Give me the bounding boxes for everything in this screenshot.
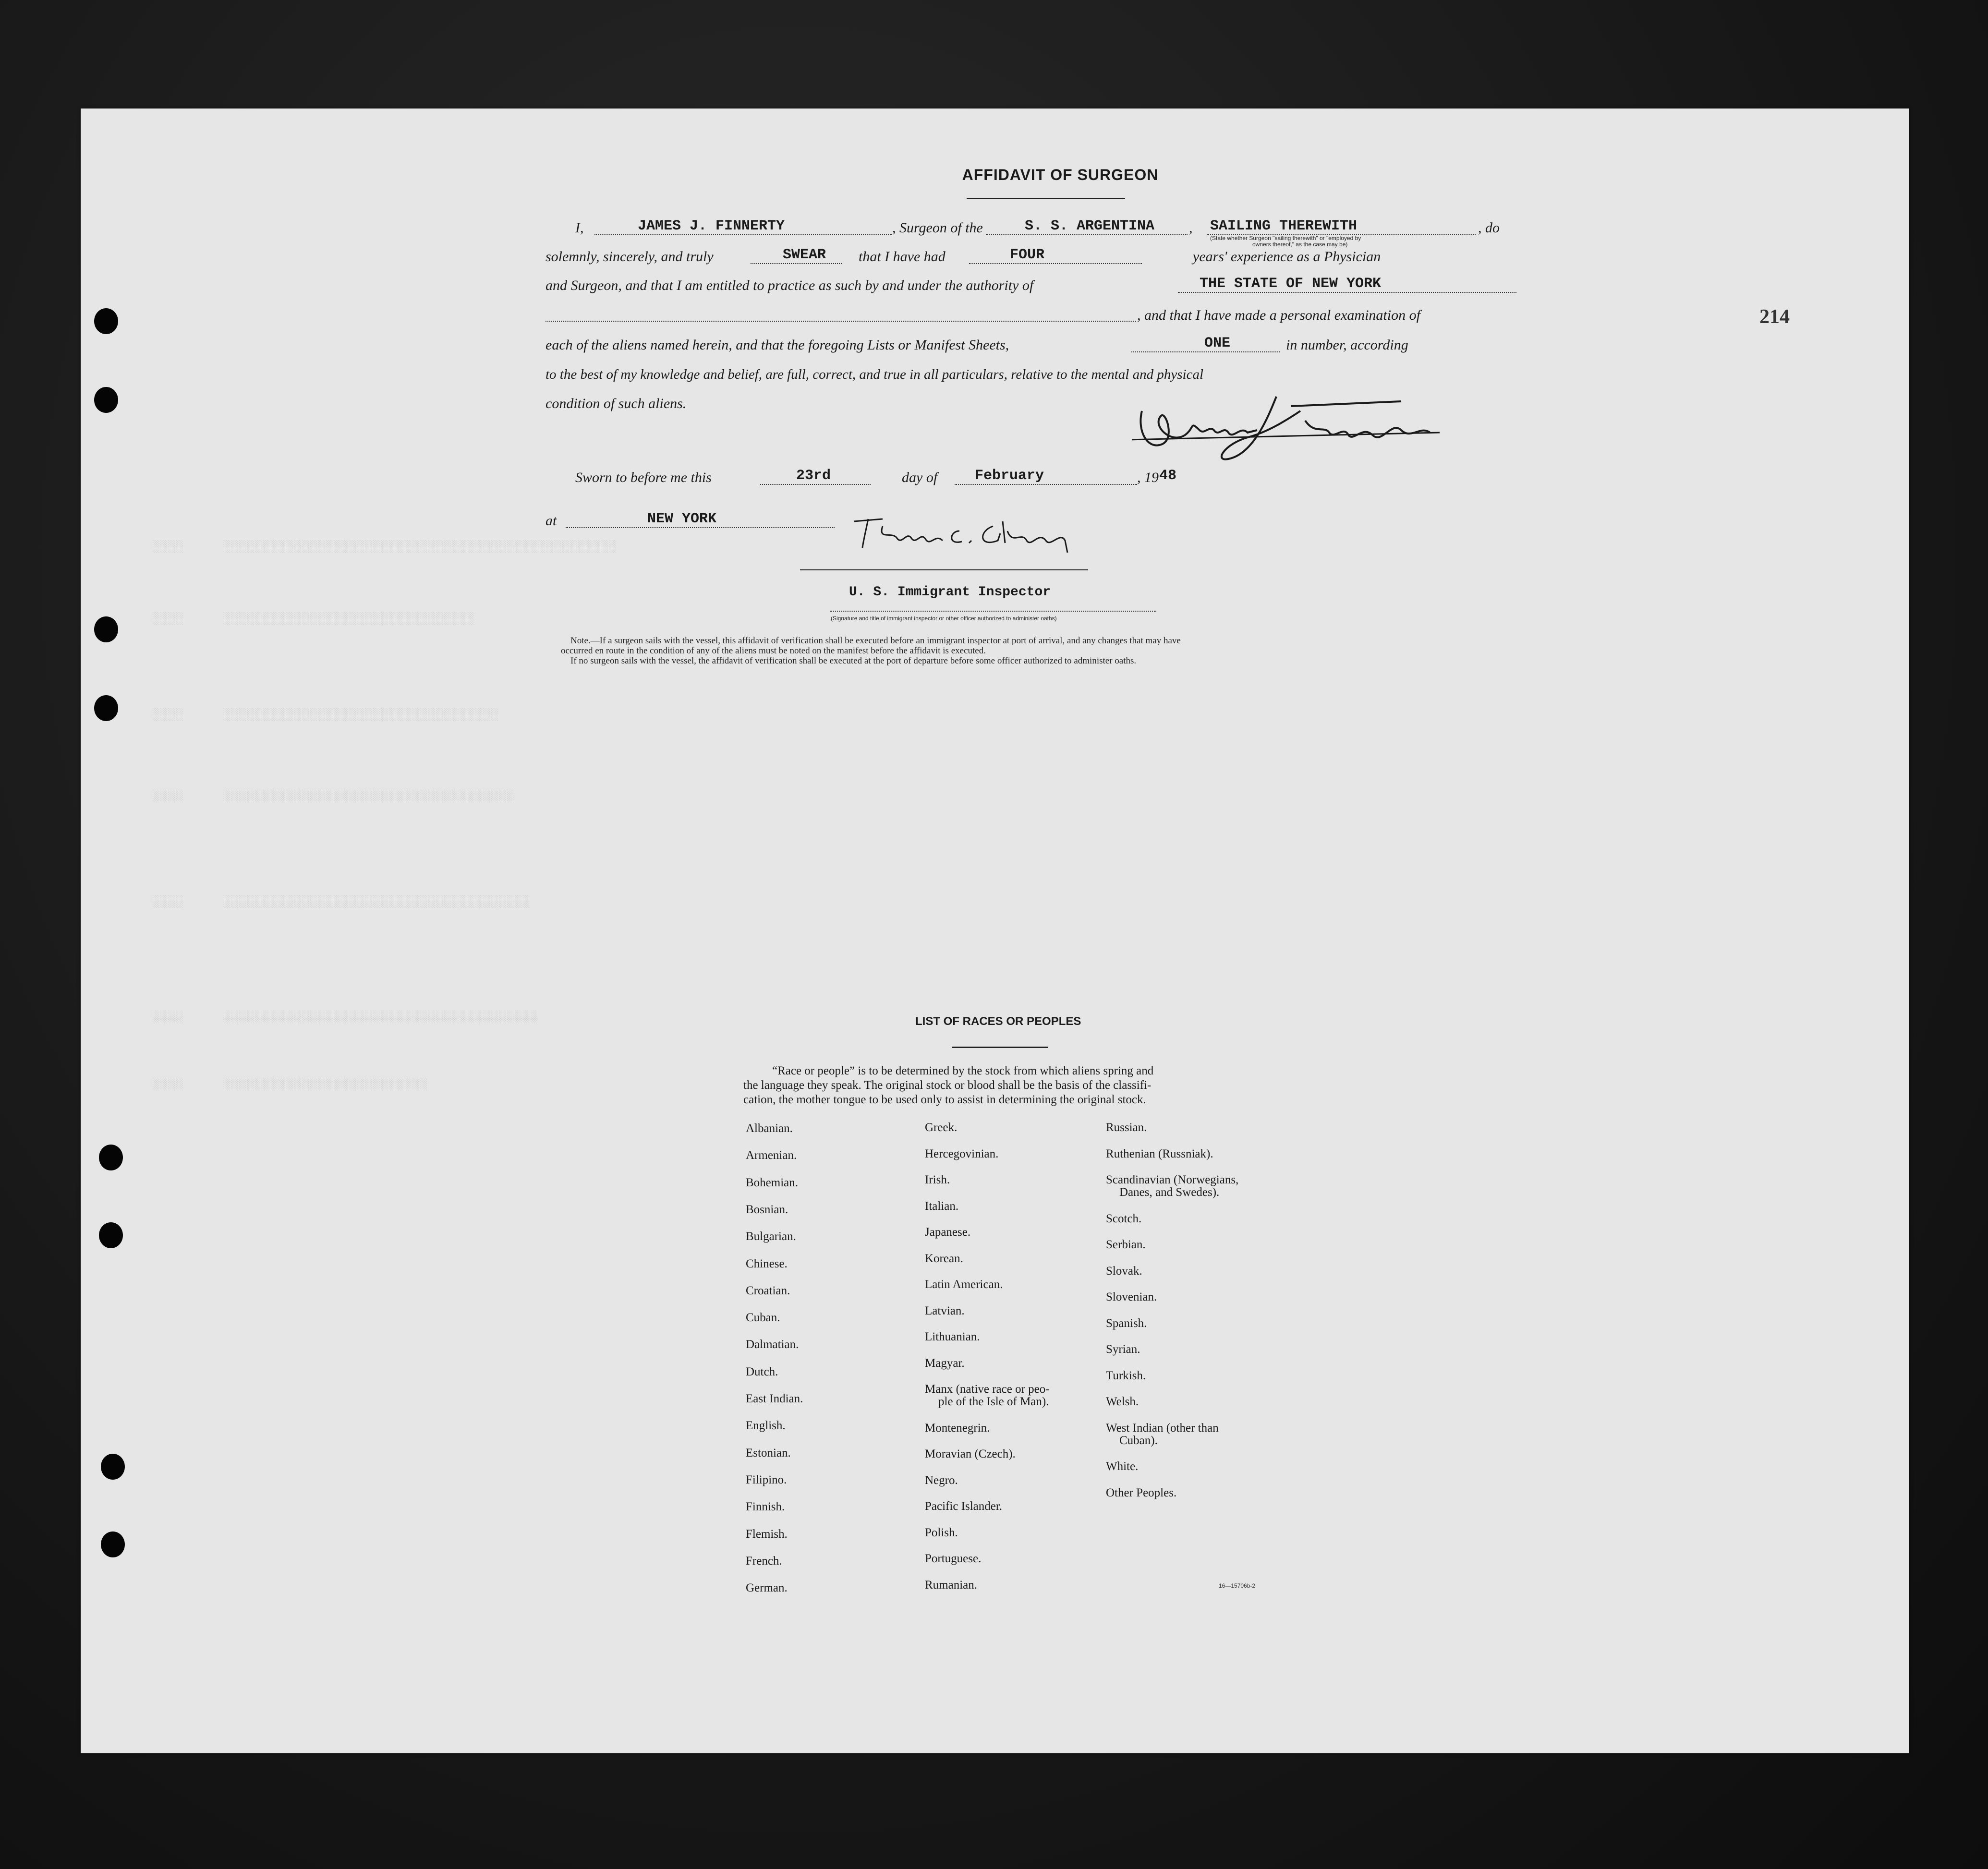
inspector-caption: (Signature and title of immigrant inspector or other officer authorized to administer oaths) — [831, 615, 1057, 622]
years-experience-label: years' experience as a Physician — [1193, 249, 1381, 265]
surgeon-name: JAMES J. FINNERTY — [638, 218, 785, 234]
race-item: Chinese. — [746, 1257, 788, 1270]
punch-hole — [94, 695, 118, 721]
race-item: Syrian. — [1106, 1343, 1140, 1356]
race-item: Latvian. — [925, 1304, 965, 1317]
race-item: Bosnian. — [746, 1203, 788, 1216]
day-of-label: day of — [902, 470, 938, 485]
race-item: Dalmatian. — [746, 1338, 799, 1351]
personal-exam-label: , and that I have made a personal examination of — [1137, 307, 1420, 323]
race-item: Filipino. — [746, 1473, 787, 1486]
race-item: Rumanian. — [925, 1579, 978, 1592]
race-item: Other Peoples. — [1106, 1486, 1177, 1499]
day-blank — [760, 484, 871, 485]
races-intro-1: “Race or people” is to be determined by the stock from which aliens spring and — [772, 1064, 1154, 1077]
name-blank — [594, 234, 892, 235]
punch-hole — [99, 1222, 123, 1248]
race-item: Spanish. — [1106, 1317, 1147, 1330]
race-item: Estonian. — [746, 1447, 791, 1459]
in-number-label: in number, according — [1286, 337, 1408, 353]
race-item: East Indian. — [746, 1392, 803, 1405]
sailing-note-1: (State whether Surgeon "sailing therewith" or "employed by — [1210, 235, 1361, 241]
sheets-blank — [1131, 351, 1280, 352]
punch-hole — [101, 1531, 125, 1557]
year-prefix: , 19 — [1137, 470, 1159, 485]
inspector-signature — [849, 512, 1079, 555]
race-item: Russian. — [1106, 1121, 1147, 1134]
punch-hole — [94, 387, 118, 413]
race-item: Croatian. — [746, 1284, 790, 1297]
race-item: White. — [1106, 1460, 1139, 1473]
race-item: Negro. — [925, 1474, 958, 1487]
races-title: LIST OF RACES OR PEOPLES — [915, 1015, 1081, 1028]
race-item: French. — [746, 1555, 782, 1568]
surgeon-of-the-label: , Surgeon of the — [892, 220, 983, 236]
race-item: Cuban). — [1119, 1434, 1158, 1447]
race-item: Magyar. — [925, 1357, 965, 1370]
authority: THE STATE OF NEW YORK — [1200, 276, 1382, 292]
note-line-1: Note.—If a surgeon sails with the vessel, this affidavit of verification shall be executed before an immigrant inspector at port of arrival, and any changes that may have — [570, 636, 1181, 646]
race-item: Portuguese. — [925, 1552, 982, 1565]
race-item: German. — [746, 1581, 788, 1594]
races-rule — [952, 1047, 1048, 1048]
each-alien-label: each of the aliens named herein, and that the foregoing Lists or Manifest Sheets, — [545, 337, 1009, 353]
race-item: Latin American. — [925, 1278, 1003, 1291]
punch-hole — [94, 308, 118, 334]
comma: , — [1189, 220, 1193, 236]
sheets-count: ONE — [1204, 335, 1231, 351]
race-item: Albanian. — [746, 1122, 793, 1135]
race-item: Lithuanian. — [925, 1330, 980, 1343]
year-suffix: 48 — [1159, 468, 1177, 484]
note-line-2: occurred en route in the condition of any of the aliens must be noted on the manifest before the affidavit is executed. — [561, 646, 986, 656]
at-label: at — [545, 513, 557, 529]
authority-blank — [1178, 292, 1516, 293]
race-item: Danes, and Swedes). — [1119, 1186, 1220, 1199]
month-blank — [955, 484, 1137, 485]
oath-blank — [751, 263, 842, 264]
race-item: Flemish. — [746, 1528, 788, 1541]
race-item: Bulgarian. — [746, 1230, 796, 1243]
sworn-label: Sworn to before me this — [575, 470, 712, 485]
race-item: Italian. — [925, 1200, 959, 1213]
race-item: West Indian (other than — [1106, 1422, 1219, 1435]
race-item: Greek. — [925, 1121, 958, 1134]
punch-hole — [94, 616, 118, 642]
race-item: Manx (native race or peo- — [925, 1383, 1050, 1396]
race-item: Slovenian. — [1106, 1290, 1157, 1303]
race-item: Japanese. — [925, 1226, 971, 1239]
race-item: Dutch. — [746, 1365, 778, 1378]
race-item: ple of the Isle of Man). — [938, 1395, 1049, 1408]
race-item: Cuban. — [746, 1311, 780, 1324]
i-have-had-label: that I have had — [859, 249, 946, 265]
oath: SWEAR — [783, 247, 826, 263]
races-intro-2: the language they speak. The original stock or blood shall be the basis of the classifi- — [743, 1079, 1152, 1092]
race-item: Welsh. — [1106, 1395, 1139, 1408]
race-item: Finnish. — [746, 1500, 785, 1513]
and-surgeon-label: and Surgeon, and that I am entitled to practice as such by and under the authority of — [545, 277, 1034, 293]
inspector-rule — [800, 569, 1088, 570]
vessel-name: S. S. ARGENTINA — [1025, 218, 1155, 234]
race-item: Ruthenian (Russniak). — [1106, 1147, 1213, 1160]
race-item: Hercegovinian. — [925, 1147, 999, 1160]
race-item: Armenian. — [746, 1149, 797, 1162]
manifest-sheet: ░░░░ ░░░░░░░░░░░░░░░░░░░░░░░░░░░░░░░░░░░░░░░░░░░░░░░░░░ ░░░░ ░░░░░░░░░░░░░░░░░░░░░░░░░░░░░░░░ ░░░░ ░░░░░░░░░░░░░░░░░░░░░░░░░░░░░░░░░░░ ░░░░ ░░░░░░░░░░░░░░░░░░░░░░░░░░░░░░░░░░░░░ ░░░░ ░░░░░░░░░░░░░░░░░░░░░░░░░░░░░░░░░░░░░░░ ░░░░ ░░░░░░░░░░░░░░░░░░░░░░░░░░░░░░░░░░░░░░░░ ░░░░ ░░░░░░░░░░░░░░░░░░░░░░░░░░ AFFIDAVIT OF SURGEON I, JAMES J. FINNERTY , Surgeon of the S. S. ARGENTINA , SAILING THEREWITH (State whether Surgeon "sailing therewith" or "employed by owners thereof," as the case may be) , do solemnly, sincerely, and truly SWEAR that I have had FOUR years' experience as a Physician and Surgeon, and that I am entitled to practice as such by and under the authority of THE STATE OF NEW YORK , and that I have made a personal examination of each of the aliens named herein, and that the foregoing Lists or Manifest Sheets, ONE in number, according to the best of my knowledge and belief, are full, correct, and true in all particulars, relative to the mental and physical condition of such aliens. Sworn to before me this 23rd day of February , 19 48 at NEW YORK U. S. Immigrant Inspector (Signature and title of immigrant inspector or other officer authorized to administer oaths) Note.—If a surgeon sails with the vessel, this affidavit of verification shall be executed before an immigrant inspector at port of arrival, and any changes that may have occurred en route in the condition of any of the aliens must be noted on the manifest before the affidavit is executed. If no surgeon sails with the vessel, the affidavit of verification shall be executed at the port of departure before some officer authorized to administer oaths. 214 LIST OF RACES OR PEOPLES “Race or people” is to be determined by the stock from which aliens spring and the language they speak. The original stock or blood shall be the basis of the classifi- cation, the mother tongue to be used only to assist in determining the original stock. Albanian. Armenian. Bohemian. Bosnian. Bulgarian. Chinese. Croatian. Cuban. Dalmatian. Dutch. East Indian. English. Estonian. Filipino. Finnish. Flemish. French. German. Greek. Hercegovinian. Irish. Italian. Japanese. Korean. Latin American. Latvian. Lithuanian. Magyar. Manx (native race or peo- ple of the Isle of Man). Montenegrin. Moravian (Czech). Negro. Pacific Islander. Polish. Portuguese. Rumanian. Russian. Ruthenian (Russniak). Scandinavian (Norwegians, Danes, and Swedes). Scotch. Serbian. Slovak. Slovenian. Spanish. Syrian. Turkish. Welsh. West Indian (other than Cuban). White. Other Peoples. 16—15706b-2 — [81, 109, 1909, 1753]
vessel-blank — [986, 234, 1188, 235]
race-item: Irish. — [925, 1173, 950, 1186]
month: February — [975, 468, 1044, 484]
years-blank — [969, 263, 1142, 264]
form-number: 16—15706b-2 — [1219, 1582, 1256, 1589]
affidavit-title: AFFIDAVIT OF SURGEON — [962, 166, 1159, 183]
race-item: Slovak. — [1106, 1265, 1142, 1278]
race-item: Turkish. — [1106, 1369, 1146, 1382]
pronoun: I, — [575, 220, 584, 236]
surgeon-signature — [1132, 392, 1440, 464]
inspector-title: U. S. Immigrant Inspector — [849, 585, 1051, 600]
note-line-3: If no surgeon sails with the vessel, the affidavit of verification shall be executed at the port of departure before some officer authorized to administer oaths. — [570, 656, 1137, 666]
authority-blank-cont — [545, 321, 1136, 322]
race-item: Bohemian. — [746, 1176, 799, 1189]
sailing-note-2: owners thereof," as the case may be) — [1252, 241, 1348, 248]
solemnly-label: solemnly, sincerely, and truly — [545, 249, 714, 265]
best-knowledge-label: to the best of my knowledge and belief, are full, correct, and true in all particulars, relative to the mental and physical — [545, 367, 1204, 382]
race-item: Polish. — [925, 1526, 958, 1539]
place: NEW YORK — [647, 511, 717, 527]
race-item: Moravian (Czech). — [925, 1447, 1016, 1460]
years: FOUR — [1010, 247, 1045, 263]
condition-label: condition of such aliens. — [545, 396, 687, 411]
race-item: Montenegrin. — [925, 1422, 990, 1435]
do-label: , do — [1478, 220, 1500, 236]
day-number: 23rd — [796, 468, 831, 484]
place-blank — [566, 527, 835, 528]
race-item: Pacific Islander. — [925, 1500, 1003, 1513]
punch-hole — [101, 1454, 125, 1480]
page-number: 214 — [1759, 306, 1790, 328]
inspector-blank — [830, 611, 1156, 612]
race-item: English. — [746, 1419, 786, 1432]
sailing-status: SAILING THEREWITH — [1210, 218, 1358, 234]
race-item: Korean. — [925, 1252, 963, 1265]
punch-hole — [99, 1145, 123, 1170]
title-rule — [967, 198, 1125, 199]
races-intro-3: cation, the mother tongue to be used only to assist in determining the original stock. — [743, 1093, 1146, 1106]
race-item: Scotch. — [1106, 1212, 1142, 1225]
race-item: Scandinavian (Norwegians, — [1106, 1173, 1239, 1186]
race-item: Serbian. — [1106, 1238, 1146, 1251]
